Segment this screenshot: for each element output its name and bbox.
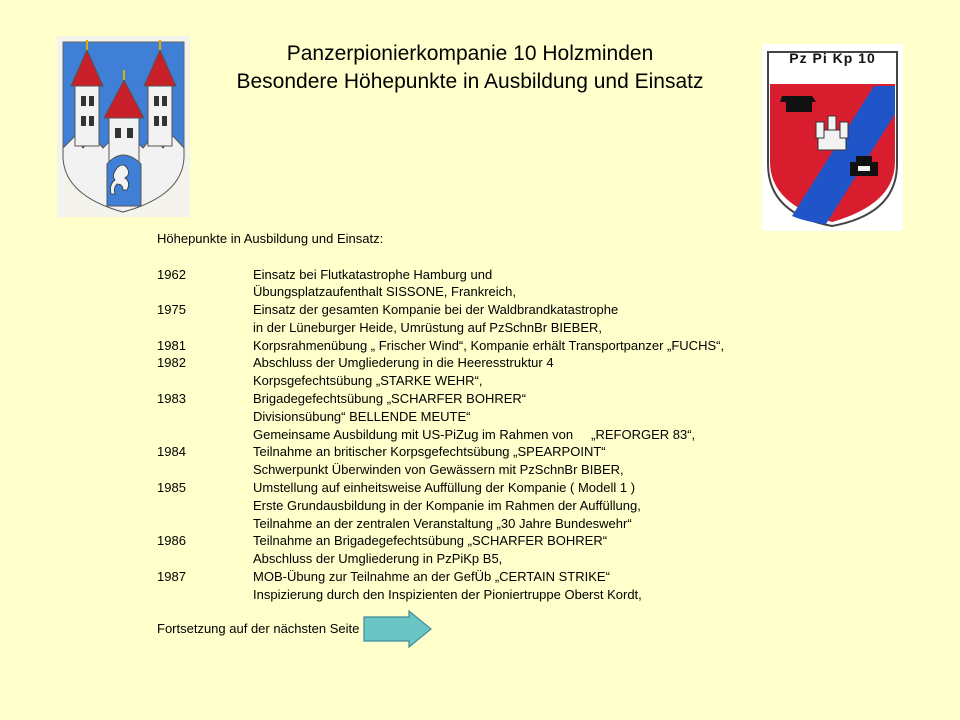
list-item (157, 266, 837, 284)
page-title (190, 40, 750, 96)
list-item (157, 408, 837, 426)
entry-year: 1984 (157, 444, 186, 460)
list-item (157, 479, 837, 497)
entry-year: 1982 (157, 355, 186, 371)
entry-text: Teilnahme an Brigadegefechtsübung „SCHARFER BOHRER“ (253, 533, 608, 549)
list-item (157, 337, 837, 355)
entry-text: Divisionsübung“ BELLENDE MEUTE“ (253, 408, 471, 424)
entry-text: Korpsrahmenübung „ Frischer Wind“, Kompanie erhält Transportpanzer „FUCHS“, (253, 337, 725, 353)
entry-year (157, 461, 253, 479)
entry-year: 1975 (157, 302, 186, 318)
title-line-2: Besondere Höhepunkte in Ausbildung und Einsatz (236, 70, 704, 93)
list-item (157, 372, 837, 390)
entry-year: 1981 (157, 337, 186, 353)
entry-text: Teilnahme an der zentralen Veranstaltung „30 Jahre Bundeswehr“ (253, 515, 632, 531)
entry-text: Abschluss der Umgliederung in die Heeresstruktur 4 (253, 355, 554, 371)
entry-year (157, 515, 253, 533)
list-item (157, 550, 837, 568)
next-page-label: Fortsetzung auf der nächsten Seite (157, 621, 360, 636)
entry-year (157, 550, 253, 568)
entry-year (157, 372, 253, 390)
company-badge (762, 44, 903, 231)
entry-text: Abschluss der Umgliederung in PzPiKp B5, (253, 551, 503, 567)
entry-year (157, 408, 253, 426)
title-line-1: Panzerpionierkompanie 10 Holzminden (286, 42, 654, 65)
entry-year (157, 586, 253, 604)
entry-year: 1986 (157, 533, 186, 549)
entry-year: 1983 (157, 391, 186, 407)
list-item (157, 497, 837, 515)
list-item (157, 515, 837, 533)
entry-year (157, 497, 253, 515)
entry-text: Einsatz der gesamten Kompanie bei der Waldbrandkatastrophe (253, 302, 619, 318)
content-area (157, 230, 837, 604)
list-item (157, 319, 837, 337)
list-item (157, 568, 837, 586)
entry-year: 1987 (157, 569, 186, 585)
entry-text: Inspizierung durch den Inspizienten der Pioniertruppe Oberst Kordt, (253, 586, 642, 602)
list-item (157, 283, 837, 301)
list-item (157, 354, 837, 372)
entry-text: MOB-Übung zur Teilnahme an der GefÜb „CERTAIN STRIKE“ (253, 569, 610, 585)
list-item (157, 301, 837, 319)
next-page-nav (157, 610, 433, 648)
section-heading: Höhepunkte in Ausbildung und Einsatz: (157, 231, 384, 246)
right-arrow-icon[interactable] (363, 610, 433, 648)
entry-text: Brigadegefechtsübung „SCHARFER BOHRER“ (253, 391, 527, 407)
entry-text: Übungsplatzaufenthalt SISSONE, Frankreich, (253, 284, 517, 300)
entries-list (157, 266, 837, 604)
list-item (157, 586, 837, 604)
entry-text: Erste Grundausbildung in der Kompanie im Rahmen der Auffüllung, (253, 497, 641, 513)
entry-year (157, 426, 253, 444)
entry-year: 1985 (157, 480, 186, 496)
list-item (157, 461, 837, 479)
list-item (157, 532, 837, 550)
holzminden-coat-of-arms (57, 36, 190, 217)
list-item (157, 443, 837, 461)
entry-text: Schwerpunkt Überwinden von Gewässern mit PzSchnBr BIBER, (253, 462, 624, 478)
entry-year (157, 319, 253, 337)
list-item (157, 426, 837, 444)
entry-year: 1962 (157, 266, 186, 282)
entry-text: Umstellung auf einheitsweise Auffüllung der Kompanie ( Modell 1 ) (253, 480, 636, 496)
entry-text: Einsatz bei Flutkatastrophe Hamburg und (253, 266, 493, 282)
list-item (157, 390, 837, 408)
entry-text: in der Lüneburger Heide, Umrüstung auf PzSchnBr BIEBER, (253, 319, 603, 335)
company-badge-emblem (762, 44, 903, 231)
entry-text: Teilnahme an britischer Korpsgefechtsübung „SPEARPOINT“ (253, 444, 606, 460)
badge-label: Pz Pi Kp 10 (789, 50, 876, 66)
entry-year (157, 283, 253, 301)
entry-text: Gemeinsame Ausbildung mit US-PiZug im Rahmen von „REFORGER 83“, (253, 426, 696, 442)
entry-text: Korpsgefechtsübung „STARKE WEHR“, (253, 373, 483, 389)
